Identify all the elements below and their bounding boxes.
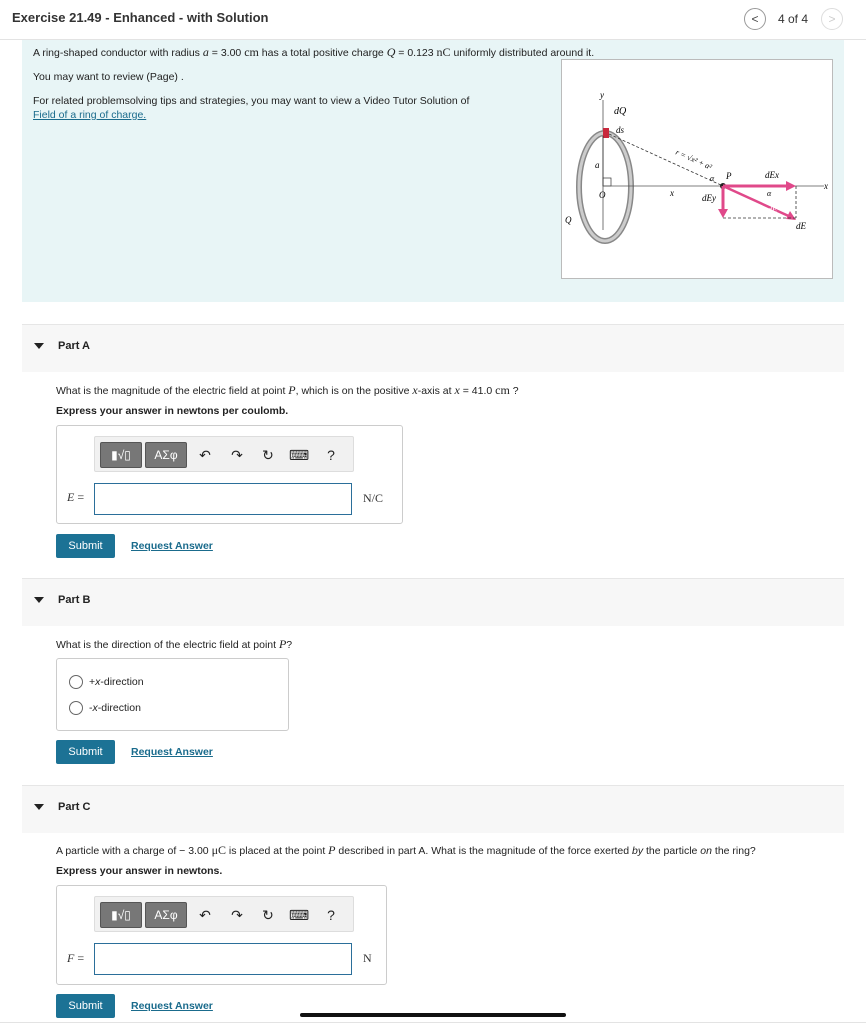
label-x-axis: x bbox=[824, 181, 828, 191]
intro-text-2: You may want to review (Page) . bbox=[33, 71, 184, 83]
redo-icon[interactable]: ↷ bbox=[231, 446, 243, 463]
label-x-mark: x bbox=[670, 188, 674, 198]
problem-intro bbox=[22, 40, 844, 302]
part-b-label: Part B bbox=[58, 594, 91, 606]
templates-button[interactable]: ▮√▯ bbox=[100, 902, 142, 928]
next-button[interactable] bbox=[821, 8, 843, 30]
ring-field-figure bbox=[561, 59, 833, 279]
option-minus-x[interactable]: -x-direction bbox=[69, 701, 141, 715]
exercise-title: Exercise 21.49 - Enhanced - with Solution bbox=[12, 10, 269, 25]
label-r: r = √x² + a² bbox=[674, 147, 714, 172]
part-a-answer-box bbox=[56, 425, 403, 524]
label-ds: ds bbox=[616, 125, 625, 135]
keyboard-icon[interactable]: ⌨ bbox=[288, 906, 310, 923]
e-unit-label: N/C bbox=[363, 491, 384, 505]
reset-icon[interactable]: ↻ bbox=[262, 906, 274, 923]
e-variable-label: E = bbox=[67, 490, 85, 504]
header-bar bbox=[0, 0, 866, 40]
intro-text-1: A ring-shaped conductor with radius a = 3.00 cm has a total positive charge Q = 0.123 nC uniformly distributed around it. bbox=[33, 45, 595, 59]
dey-arrowhead bbox=[718, 209, 728, 218]
undo-icon[interactable]: ↶ bbox=[199, 446, 211, 463]
label-p: P bbox=[726, 171, 732, 181]
label-origin: O bbox=[599, 190, 606, 200]
part-c-submit-button[interactable]: Submit bbox=[56, 994, 115, 1018]
part-b-request-answer-link[interactable]: Request Answer bbox=[131, 746, 213, 758]
f-variable-label: F = bbox=[67, 951, 85, 965]
dex-arrowhead bbox=[786, 181, 796, 191]
e-answer-input[interactable] bbox=[94, 483, 352, 515]
part-a-header[interactable] bbox=[22, 324, 844, 372]
symbols-button[interactable]: ΑΣφ bbox=[145, 442, 187, 468]
label-dey: dEy bbox=[702, 193, 716, 203]
part-c-request-answer-link[interactable]: Request Answer bbox=[131, 1000, 213, 1012]
label-alpha: α bbox=[710, 174, 715, 183]
math-toolbar bbox=[94, 436, 354, 472]
f-unit-label: N bbox=[363, 951, 372, 965]
option-plus-x[interactable]: +x-direction bbox=[69, 675, 144, 689]
part-c-question: A particle with a charge of − 3.00 μC is placed at the point P described in part A. What is the magnitude of the force exerted by the particle on the ring? bbox=[56, 843, 756, 857]
part-a-submit-button[interactable]: Submit bbox=[56, 534, 115, 558]
part-c-label: Part C bbox=[58, 801, 91, 813]
home-indicator[interactable] bbox=[300, 1013, 566, 1017]
right-angle-marker bbox=[603, 178, 611, 186]
previous-button[interactable] bbox=[744, 8, 766, 30]
math-toolbar bbox=[94, 896, 354, 932]
reset-icon[interactable]: ↻ bbox=[262, 446, 274, 463]
ring-inner bbox=[579, 133, 631, 241]
label-y: y bbox=[600, 90, 604, 100]
de-vector bbox=[723, 186, 793, 218]
label-de: dE bbox=[796, 221, 806, 231]
label-a: a bbox=[595, 160, 600, 170]
label-dq: dQ bbox=[614, 106, 627, 117]
part-c-header[interactable] bbox=[22, 785, 844, 833]
help-icon[interactable]: ? bbox=[327, 447, 335, 463]
part-a-label: Part A bbox=[58, 340, 90, 352]
collapse-triangle-icon bbox=[34, 343, 44, 349]
help-icon[interactable]: ? bbox=[327, 907, 335, 923]
part-c-answer-box bbox=[56, 885, 387, 985]
bottom-divider bbox=[0, 1022, 866, 1023]
symbols-button[interactable]: ΑΣφ bbox=[145, 902, 187, 928]
charge-element-dq bbox=[603, 128, 609, 138]
f-answer-input[interactable] bbox=[94, 943, 352, 975]
radio-button[interactable] bbox=[69, 675, 83, 689]
label-alpha-2: α bbox=[767, 189, 772, 198]
label-q: Q bbox=[565, 215, 572, 225]
collapse-triangle-icon bbox=[34, 804, 44, 810]
part-a-request-answer-link[interactable]: Request Answer bbox=[131, 540, 213, 552]
item-counter: 4 of 4 bbox=[778, 12, 809, 26]
part-b-submit-button[interactable]: Submit bbox=[56, 740, 115, 764]
templates-button[interactable]: ▮√▯ bbox=[100, 442, 142, 468]
part-a-instruction: Express your answer in newtons per coulomb. bbox=[56, 405, 289, 417]
ring-diagram bbox=[562, 60, 834, 280]
part-b-header[interactable] bbox=[22, 578, 844, 626]
undo-icon[interactable]: ↶ bbox=[199, 906, 211, 923]
label-de-vector: dE bbox=[768, 205, 777, 214]
chevron-left-icon: < bbox=[751, 12, 759, 26]
part-b-question: What is the direction of the electric field at point P? bbox=[56, 637, 293, 651]
part-c-instruction: Express your answer in newtons. bbox=[56, 865, 223, 877]
intro-text-3: For related problemsolving tips and strategies, you may want to view a Video Tutor Solution of bbox=[33, 95, 470, 107]
chevron-right-icon: > bbox=[828, 12, 836, 26]
keyboard-icon[interactable]: ⌨ bbox=[288, 446, 310, 463]
direction-options bbox=[56, 658, 289, 731]
collapse-triangle-icon bbox=[34, 597, 44, 603]
redo-icon[interactable]: ↷ bbox=[231, 906, 243, 923]
label-dex: dEx bbox=[765, 170, 779, 180]
radio-button[interactable] bbox=[69, 701, 83, 715]
part-a-question: What is the magnitude of the electric field at point P, which is on the positive x-axis at x = 41.0 cm ? bbox=[56, 383, 519, 397]
video-tutor-link[interactable]: Field of a ring of charge. bbox=[33, 109, 147, 121]
